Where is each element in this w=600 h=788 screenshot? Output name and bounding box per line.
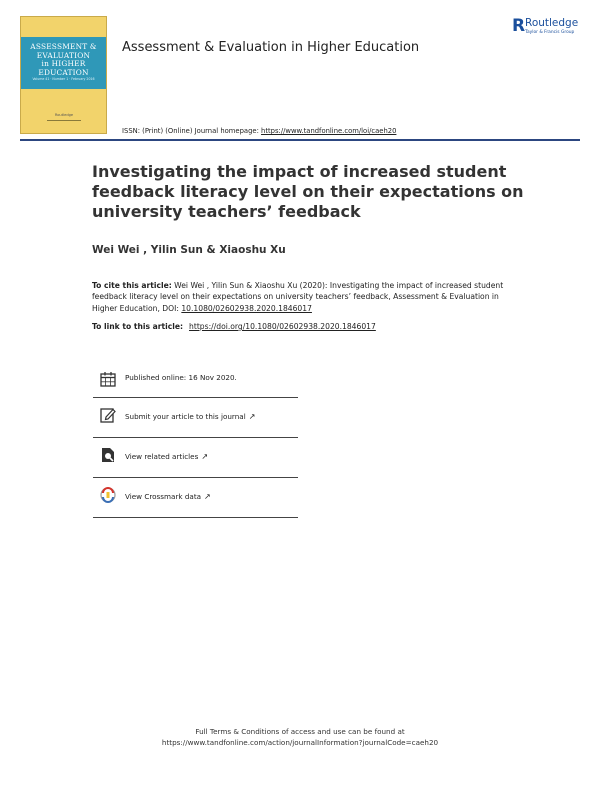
citation-text: Wei Wei , Yilin Sun & Xiaoshu Xu (2020): Investigating the impact of increased student feedback literacy level on their expectations on university teachers’ feedback, Assessment & Evaluation in Higher Education, DOI:: [92, 281, 504, 313]
publisher-logo: [512, 16, 592, 40]
crossmark-external-icon: ↗: [204, 492, 211, 501]
crossmark-link[interactable]: [125, 492, 211, 501]
issn-line: [122, 127, 396, 135]
citation-label: To cite this article:: [92, 281, 172, 290]
article-doi-url[interactable]: https://doi.org/10.1080/02602938.2020.1846017: [189, 322, 376, 331]
citation-block: [92, 280, 522, 314]
published-row: [93, 362, 298, 398]
header-divider: [20, 139, 580, 141]
submit-article-label: Submit your article to this journal: [125, 412, 246, 421]
calendar-icon: [100, 371, 116, 387]
crossmark-row[interactable]: [93, 478, 298, 518]
crossmark-icon: [100, 487, 116, 503]
routledge-r-icon: R: [512, 16, 526, 36]
link-label: To link to this article:: [92, 322, 184, 331]
external-link-icon: ↗: [248, 412, 256, 421]
submit-article-row[interactable]: [93, 398, 298, 438]
publisher-name: Routledge: [525, 17, 579, 29]
crossmark-label: View Crossmark data: [125, 492, 202, 501]
cover-subtitle: Volume 41 · Number 1 · February 2016: [32, 77, 95, 81]
related-articles-row[interactable]: [93, 438, 298, 478]
cover-title-line: in HIGHER: [41, 59, 86, 68]
related-articles-link[interactable]: [125, 452, 208, 461]
article-link-line: [92, 322, 376, 331]
cover-title-line: EDUCATION: [38, 67, 89, 77]
article-authors: Wei Wei , Yilin Sun & Xiaoshu Xu: [92, 244, 286, 256]
cover-title-line: EVALUATION: [36, 50, 91, 60]
related-articles-icon: [100, 447, 116, 463]
footer-terms-url[interactable]: https://www.tandfonline.com/action/journalInformation?journalCode=caeh20: [161, 738, 439, 747]
cover-title-line: ASSESSMENT &: [30, 42, 97, 51]
published-date: Published online: 16 Nov 2020.: [125, 373, 237, 382]
issn-prefix: ISSN: (Print) (Online) Journal homepage:: [122, 127, 262, 135]
publisher-tagline: Taylor & Francis Group: [525, 30, 575, 35]
article-actions-panel: [93, 362, 298, 518]
cover-title: [21, 43, 106, 77]
footer-terms: Full Terms & Conditions of access and use can be found at: [195, 727, 405, 736]
doi-link[interactable]: 10.1080/02602938.2020.1846017: [181, 303, 312, 313]
submit-article-link[interactable]: [125, 412, 255, 421]
external-link-icon: ↗: [201, 452, 209, 461]
edit-icon: [100, 407, 116, 423]
journal-title: Assessment & Evaluation in Higher Education: [122, 40, 420, 55]
cover-publisher-logo: Routledge: [47, 113, 81, 121]
journal-homepage-link[interactable]: https://www.tandfonline.com/loi/caeh20: [261, 127, 397, 135]
footer: [0, 726, 600, 748]
journal-cover[interactable]: [20, 16, 107, 134]
related-articles-label: View related articles: [125, 452, 199, 461]
article-title: Investigating the impact of increased student feedback literacy level on their expectations on university teachers’ feedback: [92, 162, 524, 221]
